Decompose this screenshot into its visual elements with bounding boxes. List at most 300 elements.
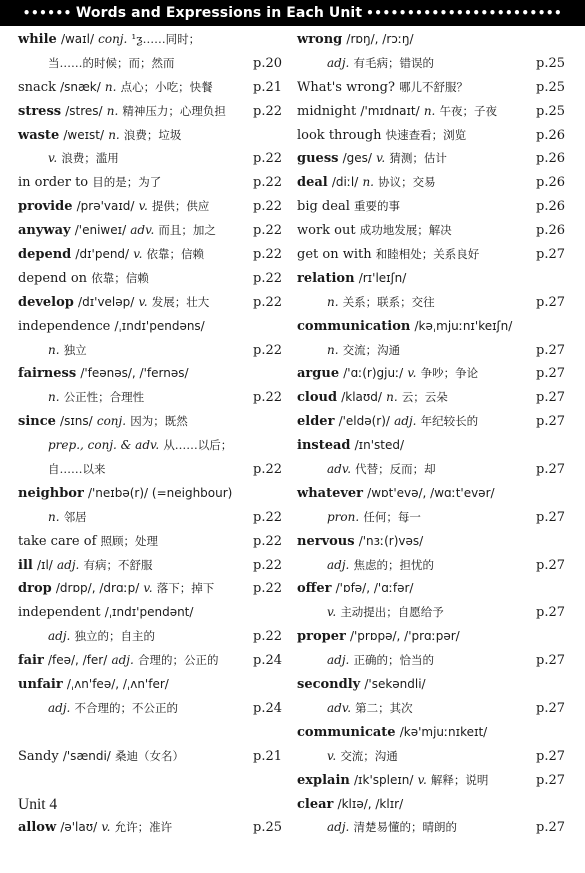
headword: instead — [297, 438, 351, 454]
entry-text — [297, 362, 478, 386]
entry-row — [297, 124, 565, 148]
entry-row — [18, 625, 282, 649]
definition: 从……以后； — [163, 438, 233, 453]
entry-text — [327, 52, 434, 76]
page-ref: p.22 — [253, 533, 282, 549]
entry-text — [18, 673, 169, 697]
entry-row — [18, 697, 282, 721]
entry-row — [297, 100, 565, 124]
entry-row — [297, 649, 565, 673]
phrase: midnight — [297, 103, 357, 119]
entry-row — [297, 721, 565, 745]
page-ref: p.22 — [253, 390, 282, 406]
left-column — [18, 28, 282, 840]
entry-row — [18, 554, 282, 578]
entry-row — [297, 769, 565, 793]
entry-row — [18, 291, 282, 315]
pronunciation: /ɪl/ — [36, 557, 53, 572]
entry-text — [297, 171, 436, 195]
entry-text — [297, 577, 413, 601]
entry-text — [327, 745, 398, 769]
entry-text — [48, 434, 232, 458]
entry-text — [297, 219, 452, 243]
definition: 而且；加之 — [158, 223, 216, 238]
definition: 点心；小吃；快餐 — [120, 79, 213, 94]
part-of-speech: v. — [407, 366, 417, 381]
pronunciation: /stres/ — [65, 103, 103, 118]
entry-row — [18, 769, 282, 793]
entry-row — [18, 816, 282, 840]
pronunciation: /rɪ'leɪʃn/ — [358, 270, 407, 285]
pronunciation: /snæk/ — [60, 79, 101, 94]
phrase: work out — [297, 223, 356, 239]
definition: 午夜；子夜 — [439, 103, 498, 118]
entry-row — [297, 601, 565, 625]
part-of-speech: v. — [138, 199, 148, 214]
pronunciation: /ɪn'sted/ — [354, 438, 405, 453]
pronunciation: /'ɒfə/, /'ɑːfər/ — [335, 581, 414, 596]
entry-text — [297, 243, 479, 267]
entry-row — [297, 554, 565, 578]
entry-row — [297, 171, 565, 195]
definition: 清楚易懂的；晴朗的 — [353, 820, 458, 835]
headword: elder — [297, 414, 335, 430]
entry-text — [297, 76, 468, 100]
entry-text — [297, 124, 466, 148]
page-ref: p.26 — [536, 151, 565, 167]
headword: fairness — [18, 366, 77, 382]
page-ref: p.27 — [536, 700, 565, 716]
part-of-speech: adv. — [327, 700, 352, 715]
definition: 目的是；为了 — [92, 175, 162, 190]
headword: while — [18, 32, 57, 47]
entry-text — [297, 28, 414, 52]
entry-text — [327, 554, 434, 578]
part-of-speech: v. — [417, 772, 427, 787]
definition: 第二；其次 — [355, 700, 413, 715]
headword: proper — [297, 629, 346, 645]
part-of-speech: n. — [108, 127, 120, 142]
pronunciation: /ˌʌn'feə/, /ˌʌn'fer/ — [66, 677, 169, 692]
part-of-speech: n. — [386, 390, 398, 405]
entry-text — [48, 386, 144, 410]
part-of-speech: adj. — [111, 653, 134, 668]
entry-row — [18, 195, 282, 219]
pronunciation: /dɪ'pend/ — [75, 247, 130, 262]
page-ref: p.27 — [536, 772, 565, 788]
entry-text — [297, 530, 423, 554]
page-ref: p.21 — [253, 79, 282, 95]
definition: 自……以来 — [48, 462, 106, 477]
part-of-speech: prep., conj. & adv. — [48, 438, 160, 453]
phrase: look through — [297, 127, 382, 143]
page-ref: p.27 — [536, 366, 565, 382]
pronunciation: /'neɪbə(r)/ (=neighbour) — [87, 485, 233, 500]
definition: 正确的；恰当的 — [353, 653, 435, 668]
entry-row — [297, 386, 565, 410]
definition: 云；云朵 — [401, 390, 448, 405]
entry-row — [297, 362, 565, 386]
entry-text — [48, 458, 106, 482]
phrase: independence — [18, 318, 111, 334]
definition: 浪费；垃圾 — [123, 127, 182, 142]
part-of-speech: conj. — [96, 414, 127, 429]
part-of-speech: n. — [48, 342, 60, 357]
page-ref: p.22 — [253, 342, 282, 358]
pronunciation: /'sekəndli/ — [364, 677, 426, 692]
part-of-speech: pron. — [327, 509, 360, 524]
entry-text — [297, 673, 426, 697]
pronunciation: /ˌɪndɪ'pendənt/ — [104, 605, 194, 620]
page-ref: p.22 — [253, 581, 282, 597]
headword: deal — [297, 175, 328, 191]
entry-row — [18, 434, 282, 458]
entry-text — [327, 291, 435, 315]
entry-row — [297, 291, 565, 315]
definition: 成功地发展；解决 — [359, 223, 452, 238]
entry-row — [18, 315, 282, 339]
definition: 和睦相处；关系良好 — [375, 247, 480, 262]
entry-row — [18, 506, 282, 530]
part-of-speech: adj. — [327, 653, 350, 668]
headword: guess — [297, 151, 339, 167]
page-ref: p.22 — [253, 462, 282, 478]
part-of-speech: n. — [362, 175, 374, 190]
entry-row — [18, 147, 282, 171]
entry-row — [18, 386, 282, 410]
page-header — [0, 0, 585, 26]
page-ref: p.24 — [253, 700, 282, 716]
headword: communicate — [297, 724, 396, 740]
part-of-speech: n. — [327, 294, 339, 309]
page-ref: p.21 — [253, 748, 282, 764]
entry-text — [18, 267, 149, 291]
part-of-speech: adj. — [57, 557, 80, 572]
definition: 因为；既然 — [130, 414, 188, 429]
headword: unfair — [18, 677, 63, 693]
header-title: Words and Expressions in Each Unit — [75, 5, 363, 21]
headword: ill — [18, 557, 33, 573]
entry-text — [327, 506, 421, 530]
part-of-speech: adj. — [327, 55, 350, 70]
headword: wrong — [297, 32, 343, 47]
definition: ¹ƺ……同时； — [131, 32, 201, 46]
part-of-speech: v. — [133, 247, 143, 262]
definition: 桑迪（女名） — [114, 748, 184, 763]
headword: offer — [297, 581, 332, 597]
page-ref: p.27 — [536, 414, 565, 430]
definition: 有毛病；错误的 — [353, 55, 435, 70]
entry-text — [327, 601, 444, 625]
phrase: independent — [18, 605, 101, 621]
entry-row — [297, 243, 565, 267]
entry-text — [297, 315, 512, 339]
entry-text — [18, 649, 218, 673]
page-ref: p.27 — [536, 462, 565, 478]
entry-text — [297, 434, 404, 458]
entry-row — [297, 147, 565, 171]
part-of-speech: v. — [143, 581, 153, 596]
part-of-speech: n. — [106, 103, 119, 118]
entry-text — [297, 195, 400, 219]
entry-row — [297, 458, 565, 482]
page-ref: p.25 — [536, 103, 565, 119]
part-of-speech: adv. — [327, 462, 352, 477]
entry-row — [18, 100, 282, 124]
page-ref: p.27 — [536, 820, 565, 836]
entry-text — [327, 816, 457, 840]
part-of-speech: v. — [138, 294, 148, 309]
headword: since — [18, 414, 56, 430]
part-of-speech: adj. — [394, 414, 417, 429]
page-ref: p.22 — [253, 247, 282, 263]
headword: fair — [18, 653, 44, 669]
part-of-speech: n. — [423, 103, 436, 118]
entry-text — [18, 124, 181, 148]
page-ref: p.27 — [536, 390, 565, 406]
definition: 邻居 — [63, 509, 87, 524]
definition: 发展；壮大 — [151, 294, 210, 309]
part-of-speech: v. — [327, 748, 337, 763]
phrase: snack — [18, 79, 56, 95]
definition: 交流；沟通 — [342, 342, 401, 357]
headword: provide — [18, 199, 73, 215]
headword: drop — [18, 581, 52, 597]
pronunciation: /diːl/ — [331, 175, 359, 190]
headword: secondly — [297, 677, 361, 693]
definition: 不合理的；不公正的 — [74, 700, 179, 715]
section-title: Unit 4 — [18, 795, 58, 813]
entry-row — [297, 76, 565, 100]
part-of-speech: adj. — [48, 629, 71, 644]
entry-row — [297, 195, 565, 219]
page-ref: p.27 — [536, 247, 565, 263]
entry-text — [18, 482, 232, 506]
headword: explain — [297, 772, 350, 788]
entry-row — [297, 673, 565, 697]
part-of-speech: n. — [48, 509, 60, 524]
definition: 关系；联系；交往 — [342, 294, 435, 309]
phrase: in order to — [18, 175, 89, 191]
phrase: get on with — [297, 247, 372, 263]
entry-text — [18, 171, 161, 195]
headword: depend — [18, 247, 72, 263]
page-ref: p.27 — [536, 294, 565, 310]
phrase: Sandy — [18, 748, 59, 764]
entry-text — [297, 482, 495, 506]
entry-text — [18, 816, 172, 840]
part-of-speech: adj. — [327, 820, 350, 835]
entry-row — [18, 339, 282, 363]
definition: 合理的；公正的 — [137, 653, 219, 668]
headword: relation — [297, 270, 355, 286]
pronunciation: /feə/, /fer/ — [47, 653, 108, 668]
part-of-speech: v. — [48, 151, 58, 166]
definition: 依靠；信赖 — [91, 270, 149, 285]
definition: 争吵；争论 — [420, 366, 479, 381]
part-of-speech: v. — [327, 605, 337, 620]
page-ref: p.22 — [253, 199, 282, 215]
page-ref: p.27 — [536, 605, 565, 621]
headword: develop — [18, 294, 74, 310]
entry-text — [48, 339, 87, 363]
headword: stress — [18, 103, 62, 119]
entry-row — [18, 793, 282, 817]
entry-row — [18, 721, 282, 745]
entry-row — [297, 625, 565, 649]
entry-text — [18, 315, 205, 339]
entry-text — [297, 625, 460, 649]
page-ref: p.22 — [253, 509, 282, 525]
entry-row — [18, 243, 282, 267]
pronunciation: /weɪst/ — [63, 127, 105, 142]
entry-text — [327, 458, 436, 482]
entry-text — [48, 625, 155, 649]
definition: 焦虑的；担忧的 — [353, 557, 435, 572]
page-ref: p.20 — [253, 55, 282, 71]
entry-text — [297, 147, 447, 171]
page-ref: p.22 — [253, 629, 282, 645]
pronunciation: /'feənəs/, /'fernəs/ — [80, 366, 189, 381]
entry-row — [18, 745, 282, 769]
page-ref: p.22 — [253, 270, 282, 286]
definition: 浪费；滥用 — [61, 151, 119, 166]
entry-text — [297, 769, 488, 793]
phrase: depend on — [18, 270, 88, 286]
headword: cloud — [297, 390, 338, 406]
entry-text — [297, 386, 448, 410]
page-ref: p.22 — [253, 294, 282, 310]
page-ref: p.22 — [253, 223, 282, 239]
page-ref: p.27 — [536, 509, 565, 525]
page-ref: p.22 — [253, 175, 282, 191]
pronunciation: /drɒp/, /drɑːp/ — [55, 581, 140, 596]
entry-text — [18, 362, 189, 386]
entry-text — [297, 793, 403, 817]
page-ref: p.26 — [536, 223, 565, 239]
entry-row — [297, 745, 565, 769]
definition: 年纪较长的 — [420, 414, 479, 429]
pronunciation: /'nɜː(r)vəs/ — [358, 533, 424, 548]
page-ref: p.26 — [536, 199, 565, 215]
definition: 照顾；处理 — [100, 533, 159, 548]
entry-text — [18, 577, 214, 601]
headword: allow — [18, 820, 57, 836]
pronunciation: /'ɑː(r)gjuː/ — [343, 366, 404, 381]
entry-text — [48, 506, 87, 530]
headword: anyway — [18, 223, 71, 239]
definition: 解释；说明 — [430, 772, 489, 787]
entry-row — [297, 339, 565, 363]
headword: neighbor — [18, 485, 84, 501]
entry-text — [18, 243, 204, 267]
page-ref: p.22 — [253, 103, 282, 119]
entry-row — [18, 28, 282, 52]
entry-row — [297, 219, 565, 243]
entry-text — [297, 100, 497, 124]
pronunciation: /rɒŋ/, /rɔːŋ/ — [346, 32, 414, 46]
page-ref: p.22 — [253, 151, 282, 167]
definition: 快速查看；浏览 — [385, 127, 467, 142]
part-of-speech: adv. — [130, 223, 155, 238]
pronunciation: /'mɪdnaɪt/ — [360, 103, 420, 118]
page-ref: p.27 — [536, 342, 565, 358]
page-ref: p.25 — [536, 79, 565, 95]
entry-row — [297, 28, 565, 52]
pronunciation: /wɒt'evə/, /wɑːt'evər/ — [367, 485, 495, 500]
headword: clear — [297, 796, 334, 812]
entry-text — [327, 697, 413, 721]
entry-row — [18, 673, 282, 697]
entry-row — [18, 171, 282, 195]
part-of-speech: v. — [376, 151, 386, 166]
page-ref: p.26 — [536, 127, 565, 143]
entry-text — [48, 697, 178, 721]
definition: 精神压力；心理负担 — [122, 103, 226, 118]
definition: 依靠；信赖 — [146, 247, 205, 262]
page-ref: p.24 — [253, 653, 282, 669]
right-column — [297, 28, 565, 840]
definition: 协议；交易 — [378, 175, 436, 190]
entry-row — [297, 315, 565, 339]
entry-row — [18, 482, 282, 506]
entry-text — [18, 410, 188, 434]
definition: 主动提出；自愿给予 — [340, 605, 444, 620]
page-ref: p.22 — [253, 557, 282, 573]
entry-row — [18, 52, 282, 76]
entry-row — [297, 793, 565, 817]
pronunciation: /ɪk'spleɪn/ — [354, 772, 414, 787]
entry-row — [18, 577, 282, 601]
definition: 哪儿不舒服？ — [399, 79, 469, 94]
pronunciation: /ges/ — [342, 151, 372, 166]
headword: communication — [297, 318, 411, 334]
definition: 允许；准许 — [114, 820, 173, 835]
phrase: What's wrong? — [297, 79, 395, 95]
entry-row — [18, 76, 282, 100]
part-of-speech: n. — [327, 342, 339, 357]
pronunciation: /kə'mjuːnɪkeɪt/ — [399, 724, 488, 739]
entry-row — [297, 482, 565, 506]
pronunciation: /ə'laʊ/ — [60, 820, 98, 835]
entry-text — [18, 219, 216, 243]
entry-row — [297, 506, 565, 530]
part-of-speech: v. — [101, 820, 111, 835]
headword: whatever — [297, 485, 364, 501]
entry-text — [297, 721, 487, 745]
pronunciation: /kəˌmjuːnɪ'keɪʃn/ — [414, 318, 513, 333]
definition: 任何；每一 — [363, 509, 421, 524]
entry-text — [297, 267, 406, 291]
definition: 落下；掉下 — [156, 581, 215, 596]
pronunciation: /'eniweɪ/ — [74, 223, 127, 238]
entry-text — [18, 530, 158, 554]
pronunciation: /dɪ'veləp/ — [78, 294, 135, 309]
definition: 公正性；合理性 — [63, 390, 145, 405]
page-ref: p.27 — [536, 653, 565, 669]
entry-text — [18, 745, 184, 769]
headword: argue — [297, 366, 340, 382]
entry-row — [297, 697, 565, 721]
entry-text — [48, 147, 119, 171]
part-of-speech: adj. — [48, 700, 71, 715]
page-ref: p.26 — [536, 175, 565, 191]
entry-text — [48, 52, 175, 76]
entry-row — [18, 458, 282, 482]
entry-row — [297, 267, 565, 291]
pronunciation: /'prɒpə/, /'prɑːpər/ — [349, 629, 460, 644]
entry-text — [327, 339, 400, 363]
